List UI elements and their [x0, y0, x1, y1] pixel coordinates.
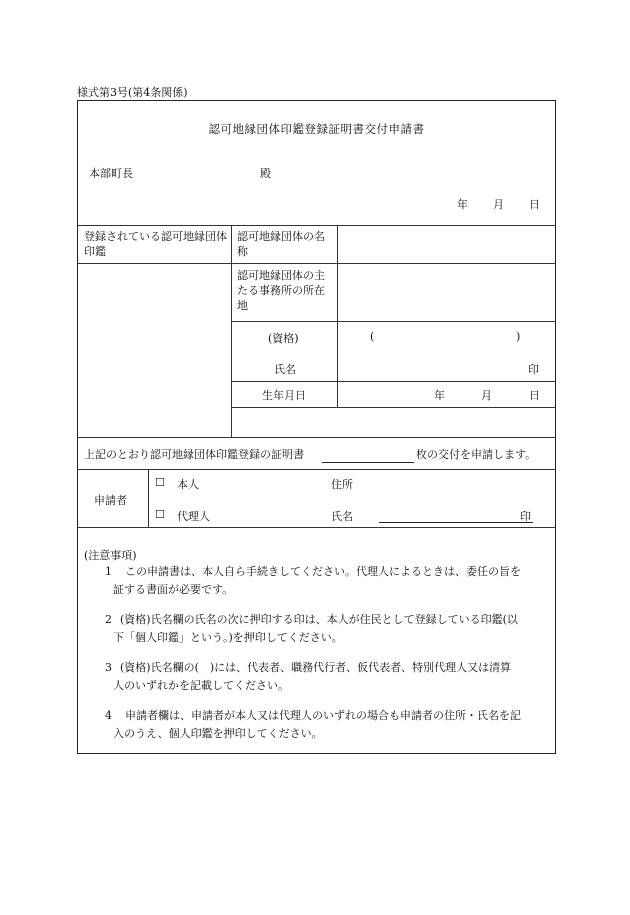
dob-year-label[interactable]: 年	[434, 389, 445, 402]
qualification-paren-open: (	[370, 330, 375, 343]
divider	[78, 469, 555, 470]
divider	[78, 527, 555, 528]
address-label: 住所	[331, 478, 353, 491]
note-text: 下「個人印鑑」という。)を押印してください。	[113, 631, 343, 644]
org-name-label: 認可地縁団体の名称	[237, 230, 325, 258]
applicant-name-field[interactable]	[379, 504, 519, 522]
date-day-label[interactable]: 日	[529, 198, 540, 211]
agent-option-label: 代理人	[177, 510, 210, 523]
divider	[231, 381, 555, 382]
office-address-label: 認可地縁団体の主たる事務所の所在地	[237, 269, 325, 312]
seal-mark: 印	[528, 363, 539, 376]
note-number: 1	[105, 565, 112, 578]
note-text: (資格)氏名欄の( )には、代表者、職務代行者、仮代表者、特別代理人又は清算	[120, 661, 512, 674]
divider	[148, 469, 149, 527]
request-sentence-suffix: 枚の交付を申請します。	[416, 448, 537, 461]
note-number: 2	[105, 613, 112, 626]
dob-label: 生年月日	[262, 389, 306, 402]
form-title: 認可地縁団体印鑑登録証明書交付申請書	[208, 122, 425, 136]
registered-seal-header: 登録されている認可地縁団体印鑑	[84, 230, 227, 258]
qualification-field[interactable]	[378, 325, 512, 345]
application-form	[77, 100, 556, 754]
office-address-field[interactable]	[338, 264, 554, 320]
divider	[78, 437, 555, 438]
request-sentence-prefix: 上記のとおり認可地縁団体印鑑登録の証明書	[84, 448, 304, 461]
representative-name-label: 氏名	[274, 363, 296, 376]
note-text: 人のいずれかを記載してください。	[113, 679, 289, 692]
seal-impression-area[interactable]	[82, 267, 228, 433]
note-text: この申請書は、本人自ら手続きしてください。代理人によるときは、委任の旨を	[125, 565, 521, 578]
qualification-label: (資格)	[268, 332, 299, 345]
dob-day-label[interactable]: 日	[529, 389, 540, 402]
notes-heading: (注意事項)	[84, 549, 137, 562]
note-text: 申請者欄は、申請者が本人又は代理人のいずれの場合も申請者の住所・氏名を記	[125, 709, 521, 722]
org-name-field[interactable]	[338, 226, 554, 262]
date-month-label[interactable]: 月	[493, 198, 504, 211]
note-text: 入のうえ、個人印鑑を押印してください。	[113, 727, 323, 740]
form-number-label: 様式第3号(第4条関係)	[77, 86, 188, 99]
representative-name-field[interactable]	[340, 355, 520, 377]
note-number: 4	[105, 709, 112, 722]
divider	[231, 407, 555, 408]
addressee-name: 本部町長	[89, 167, 133, 180]
applicant-name-line	[379, 522, 533, 523]
applicant-label: 申請者	[94, 494, 127, 507]
self-option-label: 本人	[177, 478, 199, 491]
divider	[78, 263, 231, 264]
qualification-paren-close: )	[516, 330, 521, 343]
copies-blank-line	[322, 462, 414, 463]
note-text: (資格)氏名欄の氏名の次に押印する印は、本人が住民として登録している印鑑(以	[120, 613, 518, 626]
note-number: 3	[105, 661, 112, 674]
date-year-label[interactable]: 年	[457, 198, 468, 211]
applicant-name-label: 氏名	[331, 510, 353, 523]
copies-count-field[interactable]	[322, 444, 414, 462]
extra-field[interactable]	[233, 409, 553, 435]
divider	[231, 225, 232, 437]
applicant-address-field[interactable]	[378, 472, 550, 492]
divider	[231, 321, 555, 322]
dob-month-label[interactable]: 月	[481, 389, 492, 402]
note-text: 証する書面が必要です。	[113, 583, 234, 596]
agent-checkbox[interactable]: ☐	[155, 508, 165, 521]
self-checkbox[interactable]: ☐	[155, 476, 165, 489]
applicant-seal-mark: 印	[520, 510, 531, 523]
addressee-honorific: 殿	[260, 167, 271, 180]
